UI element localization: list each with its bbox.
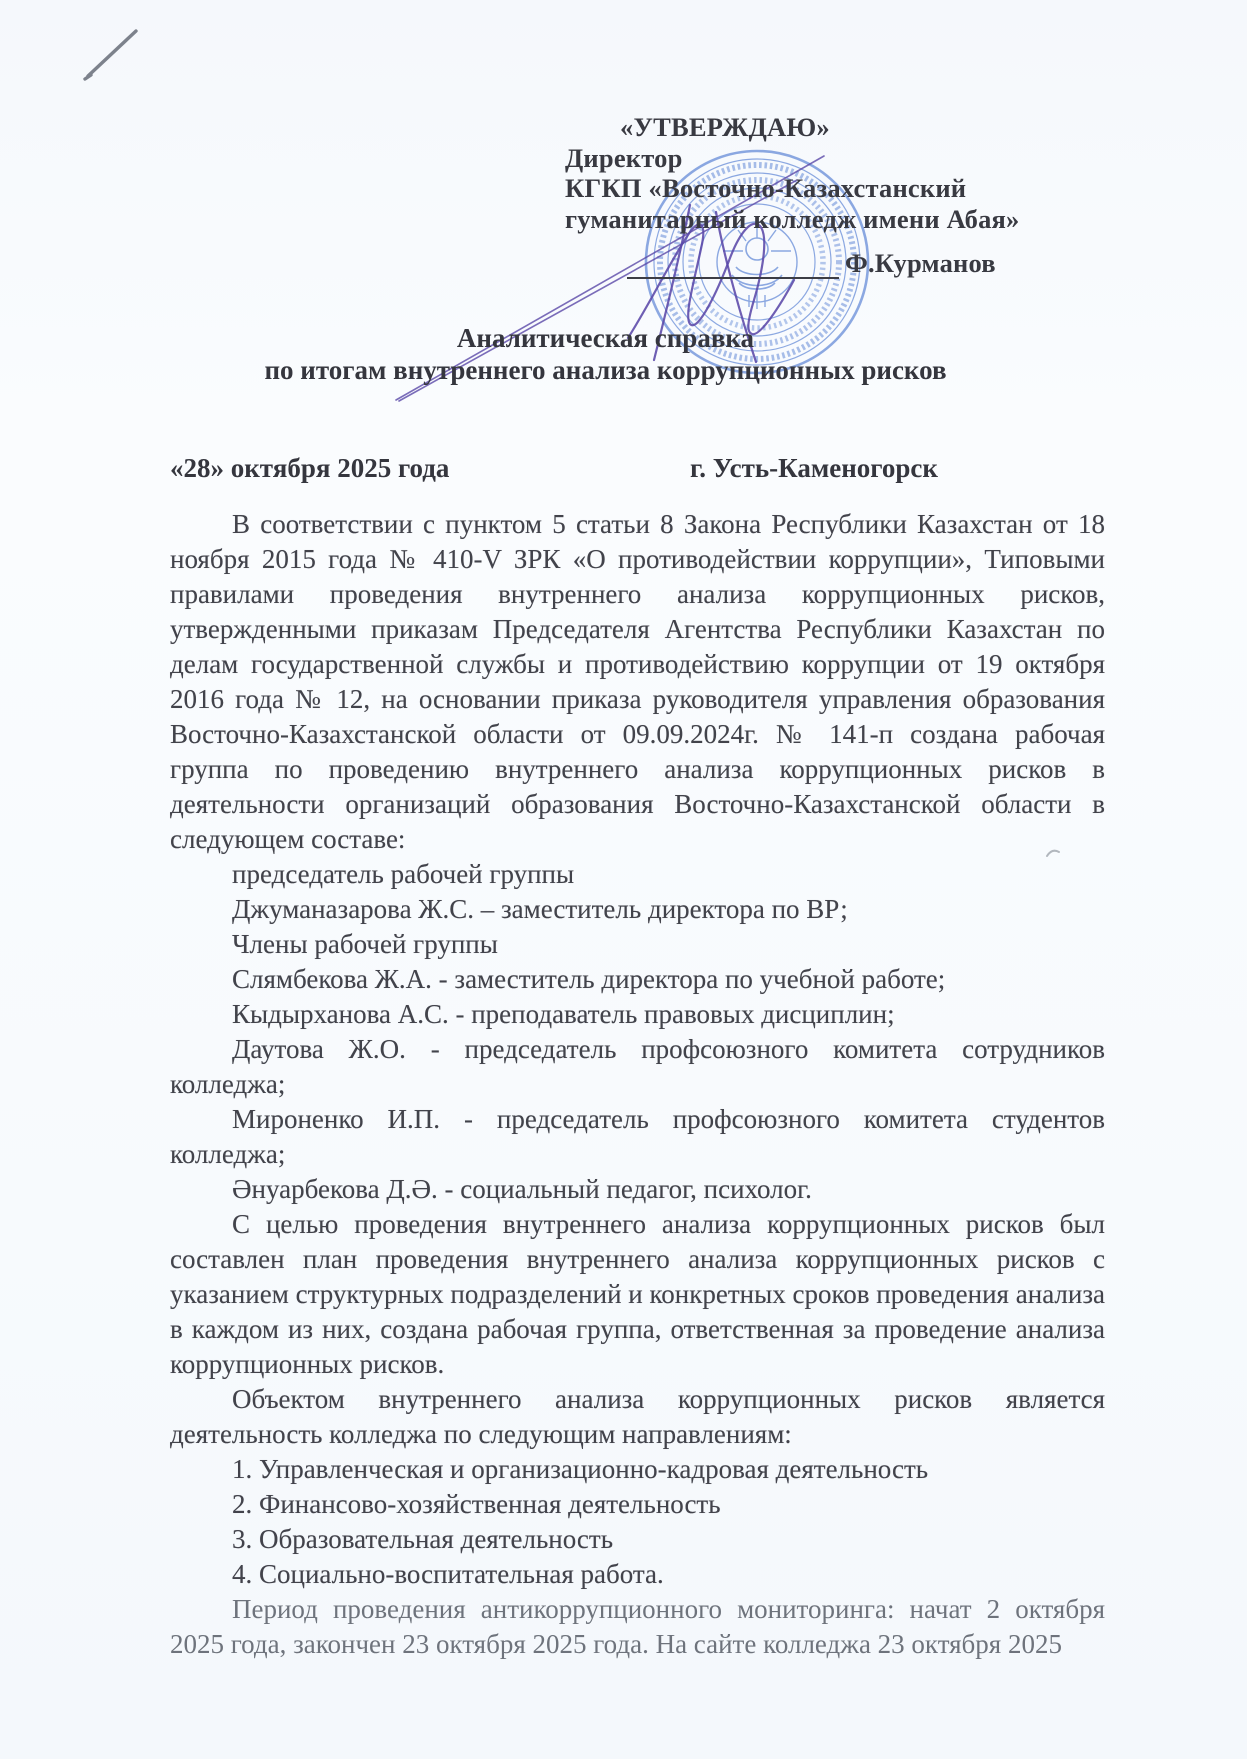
member-line: Кыдырханова А.С. - преподаватель правовых дисциплин; — [232, 999, 895, 1029]
signature-line — [627, 253, 839, 279]
numbered-list-item: 1. Управленческая и организационно-кадровая деятельность — [232, 1454, 929, 1484]
title-line-2: по итогам внутреннего анализа коррупционных рисков — [264, 355, 947, 385]
numbered-list-item: 4. Социально-воспитательная работа. — [232, 1559, 664, 1589]
numbered-list-item: 2. Финансово-хозяйственная деятельность — [232, 1489, 721, 1519]
member-line: Джуманазарова Ж.С. – заместитель директора по ВР; — [232, 894, 848, 924]
signature-row — [565, 248, 1110, 279]
member-line: Члены рабочей группы — [232, 929, 498, 959]
member-line: Слямбекова Ж.А. - заместитель директора по учебной работе; — [232, 964, 946, 994]
approval-quote: «УТВЕРЖДАЮ» — [620, 112, 830, 142]
member-line: Мироненко И.П. - председатель профсоюзного комитета студентов колледжа; — [170, 1104, 1105, 1169]
document-title — [138, 322, 1073, 386]
numbered-list-item: 3. Образовательная деятельность — [232, 1524, 614, 1554]
member-line: председатель рабочей группы — [232, 859, 575, 889]
paragraph-legal-basis: В соответствии с пунктом 5 статьи 8 Закона Республики Казахстан от 18 ноября 2015 года № 410-V ЗРК «О противодействии коррупции», Типовыми правилами проведения внутреннего анализа коррупционных рисков, утвержденными приказам Председателя Агентства Республики Казахстан по делам государственной службы и противодействию коррупции от 19 октября 2016 года № 12, на основании приказа руководителя управления образования Восточно-Казахстанской области от 09.09.2024г. № 141-п создана рабочая группа по проведению внутреннего анализа коррупционных рисков в деятельности организаций образования Восточно-Казахстанской области в следующем составе: — [170, 509, 1105, 854]
title-line-1: Аналитическая справка — [456, 323, 755, 353]
member-line: Әнуарбекова Д.Ә. - социальный педагог, психолог. — [232, 1174, 812, 1204]
approval-block — [565, 112, 1110, 279]
approval-org-line2: гуманитарный колледж имени Абая» — [565, 203, 1020, 234]
signer-name: Ф.Курманов — [845, 248, 996, 278]
document-city: г. Усть-Каменогорск — [690, 453, 938, 483]
approval-org-line1: КГКП «Восточно-Казахстанский — [565, 173, 967, 203]
document-body — [170, 507, 1105, 1662]
date-line — [170, 453, 1105, 484]
document-date: «28» октября 2025 года — [170, 453, 450, 483]
paragraph-plan: С целью проведения внутреннего анализа коррупционных рисков был составлен план проведения внутреннего анализа коррупционных рисков с указанием структурных подразделений и конкретных сроков проведения анализа в каждом из них, создана рабочая группа, ответственная за проведение анализа коррупционных рисков. — [170, 1209, 1105, 1379]
member-line: Даутова Ж.О. - председатель профсоюзного комитета сотрудников колледжа; — [170, 1034, 1105, 1099]
paragraph-monitoring-period: Период проведения антикоррупционного мониторинга: начат 2 октября 2025 года, закончен 23 октября 2025 года. На сайте колледжа 23 октября 2025 — [170, 1594, 1105, 1659]
paragraph-object: Объектом внутреннего анализа коррупционных рисков является деятельность колледжа по следующим направлениям: — [170, 1384, 1105, 1449]
approval-role: Директор — [565, 142, 683, 173]
